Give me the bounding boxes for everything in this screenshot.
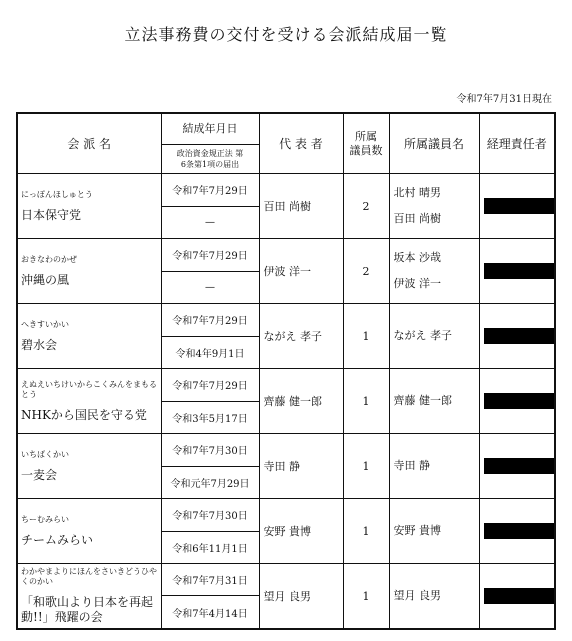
group-kana: えぬえいちけいからこくみんをまもるとう: [21, 379, 157, 399]
formation-date: 令和7年7月30日: [161, 434, 259, 467]
formation-date: 令和7年7月31日: [161, 564, 259, 596]
representative: 望月 良男: [259, 564, 343, 630]
as-of-date: 令和7年7月31日現在: [456, 94, 552, 105]
group-name: NHKから国民を守る党: [21, 407, 147, 422]
table-row: [17, 174, 555, 207]
group-table-container: [16, 112, 554, 630]
table-row: [17, 434, 555, 467]
member-count: 2: [343, 174, 389, 239]
redacted-block: [484, 458, 556, 474]
member-count: 1: [343, 304, 389, 369]
header-date-note: 政治資金規正法 第6条第1項の届出: [161, 145, 259, 174]
accountant-cell: [479, 564, 555, 630]
group-name-cell: [17, 434, 161, 499]
member-count: 1: [343, 434, 389, 499]
group-name-cell: [17, 304, 161, 369]
table-row: [17, 369, 555, 402]
notification-date: 令和7年4月14日: [161, 596, 259, 629]
header-row: [17, 113, 555, 145]
group-table: [16, 112, 556, 630]
accountant-cell: [479, 174, 555, 239]
header-member-count: 所属 議員数: [343, 113, 389, 174]
header-members: 所属議員名: [389, 113, 479, 174]
formation-date: 令和7年7月29日: [161, 304, 259, 337]
group-name: 沖縄の風: [21, 272, 70, 287]
header-group-name: 会 派 名: [17, 113, 161, 174]
group-name-cell: [17, 174, 161, 239]
notification-date: 令和3年5月17日: [161, 401, 259, 434]
member-name: 百田 尚樹: [393, 212, 441, 225]
member-count: 2: [343, 239, 389, 304]
representative: 寺田 静: [259, 434, 343, 499]
group-kana: にっぽんほしゅとう: [21, 189, 93, 199]
formation-date: 令和7年7月29日: [161, 239, 259, 272]
redacted-block: [484, 198, 556, 214]
accountant-cell: [479, 304, 555, 369]
group-name-cell: [17, 499, 161, 564]
group-kana: いちばくかい: [21, 449, 69, 459]
table-row: [17, 564, 555, 596]
header-representative: 代 表 者: [259, 113, 343, 174]
member-list: [389, 564, 479, 630]
group-kana: ちーむみらい: [21, 514, 69, 524]
notification-date: —: [161, 271, 259, 304]
group-kana: わかやまよりにほんをさいきどうひやくのかい: [21, 567, 157, 586]
member-name: 伊波 洋一: [393, 277, 441, 290]
member-name: 安野 貴博: [393, 524, 441, 537]
representative: ながえ 孝子: [259, 304, 343, 369]
accountant-cell: [479, 434, 555, 499]
accountant-cell: [479, 239, 555, 304]
group-kana: へきすいかい: [21, 319, 69, 329]
member-name: 齊藤 健一郎: [393, 394, 452, 407]
group-name: 「和歌山より日本を再起動!!」飛躍の会: [21, 595, 154, 624]
representative: 百田 尚樹: [259, 174, 343, 239]
redacted-block: [484, 328, 556, 344]
accountant-cell: [479, 499, 555, 564]
member-list: [389, 369, 479, 434]
representative: 安野 貴博: [259, 499, 343, 564]
header-accountant: 経理責任者: [479, 113, 555, 174]
member-name: 望月 良男: [393, 589, 441, 602]
formation-date: 令和7年7月30日: [161, 499, 259, 532]
table-row: [17, 239, 555, 272]
redacted-block: [484, 393, 556, 409]
accountant-cell: [479, 369, 555, 434]
notification-date: —: [161, 206, 259, 239]
formation-date: 令和7年7月29日: [161, 369, 259, 402]
member-name: ながえ 孝子: [393, 329, 452, 342]
member-name: 坂本 沙哉: [393, 251, 441, 264]
group-name: チームみらい: [21, 532, 94, 547]
member-list: [389, 239, 479, 304]
member-name: 北村 晴男: [393, 186, 441, 199]
member-count: 1: [343, 564, 389, 630]
document-title: 立法事務費の交付を受ける会派結成届一覧: [124, 25, 448, 44]
representative: 伊波 洋一: [259, 239, 343, 304]
table-row: [17, 499, 555, 532]
member-count: 1: [343, 369, 389, 434]
notification-date: 令和4年9月1日: [161, 336, 259, 369]
header-formation-date: 結成年月日: [161, 113, 259, 145]
group-name-cell: [17, 369, 161, 434]
table-row: [17, 304, 555, 337]
group-name: 一麦会: [21, 467, 58, 482]
member-list: [389, 499, 479, 564]
group-name-cell: [17, 239, 161, 304]
member-name: 寺田 静: [393, 459, 430, 472]
group-kana: おきなわのかぜ: [21, 254, 77, 264]
formation-date: 令和7年7月29日: [161, 174, 259, 207]
notification-date: 令和元年7月29日: [161, 466, 259, 499]
redacted-block: [484, 588, 556, 604]
group-name: 日本保守党: [21, 207, 82, 222]
redacted-block: [484, 523, 556, 539]
member-list: [389, 174, 479, 239]
representative: 齊藤 健一郎: [259, 369, 343, 434]
notification-date: 令和6年11月1日: [161, 531, 259, 564]
redacted-block: [484, 263, 556, 279]
member-list: [389, 434, 479, 499]
group-name: 碧水会: [21, 337, 58, 352]
member-list: [389, 304, 479, 369]
group-name-cell: [17, 564, 161, 630]
member-count: 1: [343, 499, 389, 564]
